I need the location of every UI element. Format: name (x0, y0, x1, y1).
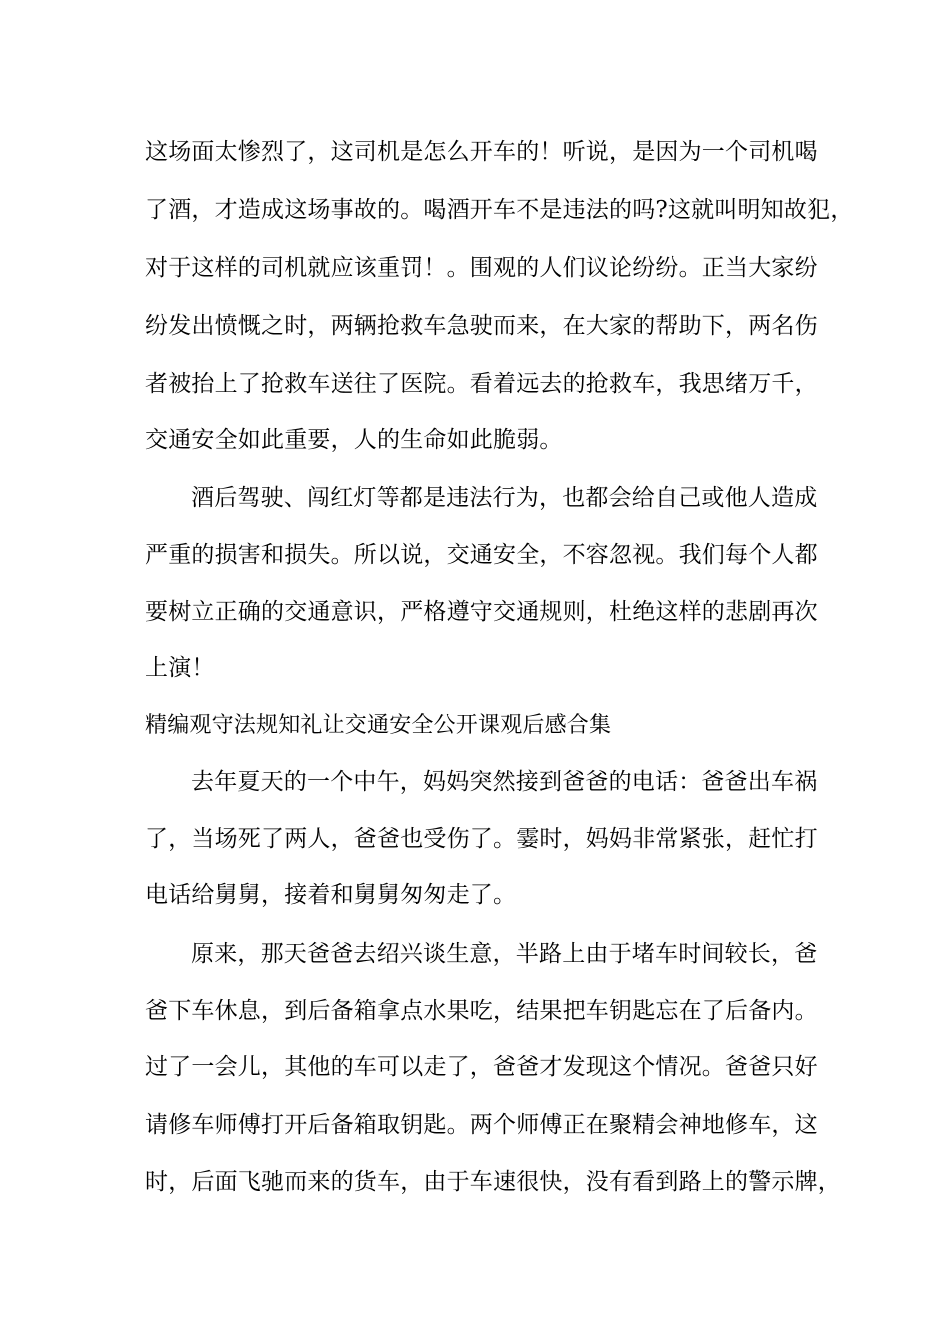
text-line: 原来，那天爸爸去绍兴谈生意，半路上由于堵车时间较长，爸 (191, 941, 818, 967)
text-line: 了，当场死了两人，爸爸也受伤了。霎时，妈妈非常紧张，赶忙打 (145, 826, 818, 852)
text-line: 了酒，才造成这场事故的。喝酒开车不是违法的吗?这就叫明知故犯， (145, 197, 854, 223)
text-line: 这场面太惨烈了，这司机是怎么开车的！听说，是因为一个司机喝 (145, 139, 818, 165)
text-line: 交通安全如此重要，人的生命如此脆弱。 (145, 427, 563, 453)
text-line: 纷发出愤慨之时，两辆抢救车急驶而来，在大家的帮助下，两名伤 (145, 313, 818, 339)
section-heading: 精编观守法规知礼让交通安全公开课观后感合集 (145, 713, 612, 738)
text-line: 要树立正确的交通意识，严格遵守交通规则，杜绝这样的悲剧再次 (145, 599, 818, 625)
text-line: 严重的损害和损失。所以说，交通安全，不容忽视。我们每个人都 (145, 542, 818, 568)
text-line: 上演！ (145, 655, 215, 681)
text-line: 爸下车休息，到后备箱拿点水果吃，结果把车钥匙忘在了后备内。 (145, 998, 818, 1024)
text-line: 时，后面飞驰而来的货车，由于车速很快，没有看到路上的警示牌， (145, 1169, 841, 1195)
text-line: 酒后驾驶、闯红灯等都是违法行为，也都会给自己或他人造成 (191, 485, 818, 511)
text-line: 电话给舅舅，接着和舅舅匆匆走了。 (145, 882, 517, 908)
text-line: 去年夏天的一个中午，妈妈突然接到爸爸的电话：爸爸出车祸 (191, 769, 818, 795)
text-line: 请修车师傅打开后备箱取钥匙。两个师傅正在聚精会神地修车，这 (145, 1112, 818, 1138)
text-line: 过了一会儿，其他的车可以走了，爸爸才发现这个情况。爸爸只好 (145, 1054, 818, 1080)
text-line: 者被抬上了抢救车送往了医院。看着远去的抢救车，我思绪万千， (145, 371, 818, 397)
text-line: 对于这样的司机就应该重罚！。围观的人们议论纷纷。正当大家纷 (145, 255, 818, 281)
